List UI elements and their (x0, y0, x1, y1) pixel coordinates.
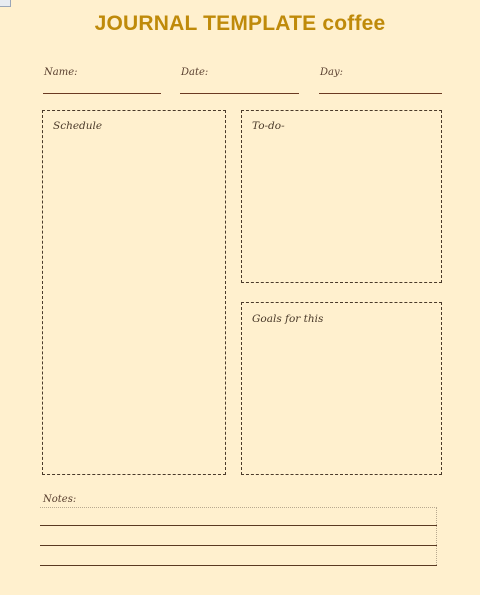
notes-line (40, 525, 437, 526)
schedule-label: Schedule (53, 120, 103, 132)
notes-line (40, 565, 437, 566)
name-label: Name: (44, 67, 78, 78)
notes-label: Notes: (43, 494, 77, 505)
notes-line (40, 545, 437, 546)
todo-box[interactable] (241, 110, 442, 283)
day-label: Day: (320, 67, 343, 78)
date-field[interactable] (180, 66, 299, 94)
name-field[interactable] (43, 66, 161, 94)
date-label: Date: (181, 67, 209, 78)
todo-label: To-do- (252, 120, 285, 132)
notes-area[interactable] (40, 507, 437, 565)
day-field[interactable] (319, 66, 442, 94)
goals-box[interactable] (241, 302, 442, 475)
document-icon (0, 0, 11, 7)
goals-label: Goals for this (252, 313, 324, 325)
schedule-box[interactable] (42, 110, 226, 475)
page-title: JOURNAL TEMPLATE coffee (94, 12, 386, 35)
